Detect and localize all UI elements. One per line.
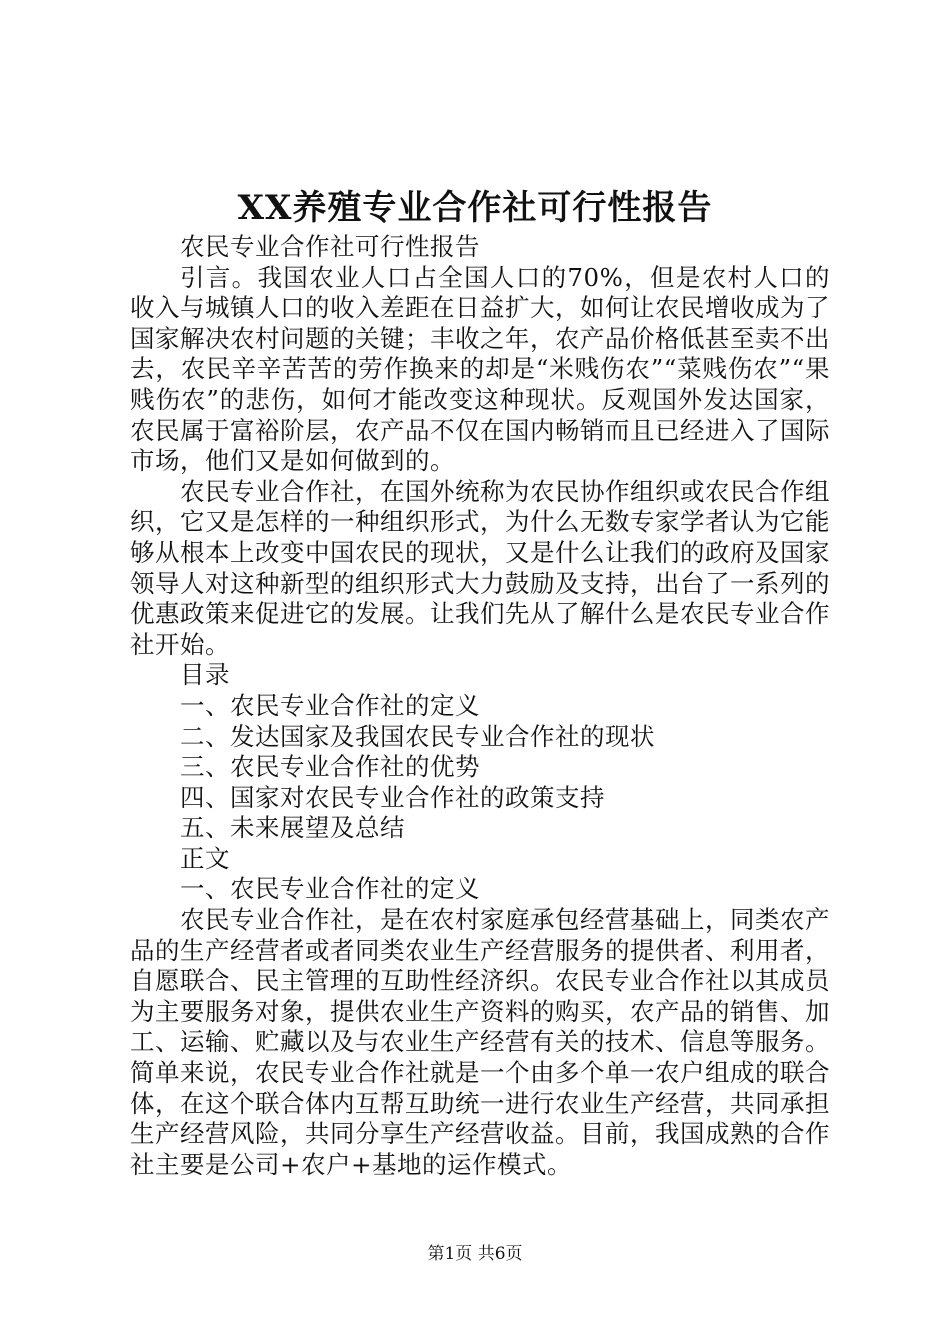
section-heading-definition: 一、农民专业合作社的定义 xyxy=(180,874,480,904)
document-body xyxy=(130,232,830,1180)
paragraph-introduction: 引言。我国农业人口占全国人口的70%，但是农村人口的收入与城镇人口的收入差距在日益扩大，如何让农民增收成为了国家解决农村问题的关键；丰收之年，农产品价格低甚至卖不出去，农民辛辛苦苦的劳作换来的却是“米贱伤农”“菜贱伤农”“果贱伤农”的悲伤，如何才能改变这种现状。反观国外发达国家，农民属于富裕阶层，农产品不仅在国内畅销而且已经进入了国际市场，他们又是如何做到的。 xyxy=(130,262,830,476)
main-text-heading: 正文 xyxy=(180,843,230,873)
toc-heading: 目录 xyxy=(180,660,230,690)
toc-item-5: 五、未来展望及总结 xyxy=(180,813,405,843)
toc-item-4: 四、国家对农民专业合作社的政策支持 xyxy=(180,782,605,812)
document-title: XX养殖专业合作社可行性报告 xyxy=(237,188,713,228)
page-number-footer: 第1页 共6页 xyxy=(427,1244,523,1264)
toc-item-1: 一、农民专业合作社的定义 xyxy=(180,690,480,720)
toc-item-2: 二、发达国家及我国农民专业合作社的现状 xyxy=(180,721,655,751)
paragraph-subtitle: 农民专业合作社可行性报告 xyxy=(180,232,480,261)
paragraph-cooperative-overview: 农民专业合作社，在国外统称为农民协作组织或农民合作组织，它又是怎样的一种组织形式，为什么无数专家学者认为它能够从根本上改变中国农民的现状，又是什么让我们的政府及国家领导人对这种新型的组织形式大力鼓励及支持，出台了一系列的优惠政策来促进它的发展。让我们先从了解什么是农民专业合作社开始。 xyxy=(130,476,830,659)
paragraph-definition: 农民专业合作社，是在农村家庭承包经营基础上，同类农产品的生产经营者或者同类农业生产经营服务的提供者、利用者，自愿联合、民主管理的互助性经济织。农民专业合作社以其成员为主要服务对象，提供农业生产资料的购买，农产品的销售、加工、运输、贮藏以及与农业生产经营有关的技术、信息等服务。简单来说，农民专业合作社就是一个由多个单一农户组成的联合体，在这个联合体内互帮互助统一进行农业生产经营，共同承担生产经营风险，共同分享生产经营收益。目前，我国成熟的合作社主要是公司+农户+基地的运作模式。 xyxy=(130,905,830,1179)
toc-item-3: 三、农民专业合作社的优势 xyxy=(180,752,480,782)
